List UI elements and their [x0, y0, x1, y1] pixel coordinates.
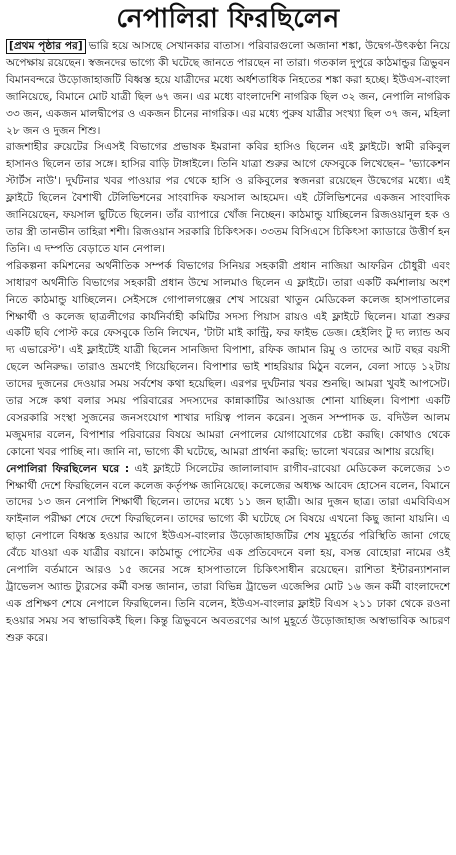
paragraph-3: পরিকল্পনা কমিশনের অর্থনীতিক সম্পর্ক বিভাগের সিনিয়র সহকারী প্রধান নাজিয়া আফরিন চৌধুরী এবং সাধারণ অর্থনীতি বিভাগের সহকারী প্রধান উম্মে সালমাও ছিলেন এ ফ্লাইটে। তারা একটি কর্মশালায় অংশ নিতে কাঠমান্ডু যাচ্ছিলেন। সেইসঙ্গে গোপালগঞ্জের শেখ সায়েরা খাতুন মেডিকেল কলেজ হাসপাতালের শিক্ষার্থী ও কলেজ ছাত্রলীগের কার্যনির্বাহী কমিটির সদস্য পিয়াস রায়ও এই ফ্লাইটে ছিলেন। যাত্রা শুরুর একটি ছবি পোস্ট করে ফেসবুকে তিনি লিখেন, 'টাটা মাই কান্ট্রি, ফর ফাইভ ডেজ। হেইলিং টু দ্য ল্যান্ড অব দ্য এভারেস্ট'। এই ফ্লাইটেই যাত্রী ছিলেন সানজিদা বিপাশা, রফিক জামান রিমু ও তাদের আট বছর বয়সী ছেলে অনিরুদ্ধ। তারাও ভ্রমণেই গিয়েছিলেন। বিপাশার ভাই শাহরিয়ার মিঠুন বলেন, বেলা সাড়ে ১২টায় তাদের দুজনের দেওয়ার সময় সর্বশেষ কথা হয়েছিল। এরপর দুর্ঘটনার খবর শুনছি। আমরা খুবই আপসেট। তার সঙ্গে কথা বলার সময় পরিবারের সদস্যদের কান্নাকাটির আওয়াজ শোনা যাচ্ছিল। বিপাশা একটি বেসরকারি সংস্থা সুজনের জনসংযোগ শাখার দায়িত্ব পালন করেন। সুজন সম্পাদক ড. বদিউল আলম মজুমদার বলেন, বিপাশার পরিবারের বিষয়ে আমরা নেপালের যোগাযোগের চেষ্টা করছি। কোথাও থেকে কোনো খবর পাচ্ছি না। জানি না, ভাগ্যে কী ঘটেছে, আমরা প্রার্থনা করছি: ভালো খবরের আশায় রয়েছি।: [6, 259, 450, 458]
subheading: নেপালিরা ফিরছিলেন ঘরে :: [6, 462, 130, 475]
headline: নেপালিরা ফিরছিলেন: [116, 4, 340, 34]
paragraph-4: [6, 461, 450, 647]
article-body: [6, 38, 450, 647]
paragraph-4-text: এই ফ্লাইটে সিলেটের জালালাবাদ রাগীব-রাবেয়া মেডিকেল কলেজের ১৩ শিক্ষার্থী দেশে ফিরছিলেন বলে কলেজ কর্তৃপক্ষ জানিয়েছে। কলেজের অধ্যক্ষ আবেদ হোসেন বলেন, বিমানে তাদের ১৩ জন নেপালি শিক্ষার্থী ছিলেন। তাদের মধ্যে ১১ জন ছাত্রী। আর দুজন ছাত্র। তারা এমবিবিএস ফাইনাল পরীক্ষা শেষে দেশে ফিরছিলেন। তাদের ভাগ্যে কী ঘটেছে সে বিষয়ে এখনো কিছু জানা যায়নি। এ ছাড়া নেপালে বিধ্বস্ত হওয়ার আগে ইউএস-বাংলার উড়োজাহাজটির শেষ মুহূর্তের পরিস্থিতি জানা গেছে বেঁচে যাওয়া এক যাত্রীর বয়ানে। কাঠমান্ডু পোস্টের এক প্রতিবেদনে বলা হয়, বসন্ত বোহোরা নামের ওই নেপালি বর্তমানে আরও ১৫ জনের সঙ্গে হাসপাতালে চিকিৎসাধীন রয়েছেন। রাশিতা ইন্টারন্যাশনাল ট্রাভেলস অ্যান্ড ট্যুরসের কর্মী বসন্ত জানান, তারা বিভিন্ন ট্রাভেল এজেন্সির মোট ১৬ জন কর্মী বাংলাদেশে এক প্রশিক্ষণ শেষে নেপালে ফিরছিলেন। তিনি বলেন, ইউএস-বাংলার ফ্লাইট বিএস ২১১ ঢাকা থেকে রওনা হওয়ার সময় সব স্বাভাবিকই ছিল। কিন্তু ত্রিভুবনে অবতরণের আগ মুহূর্তে উড়োজাহাজ অস্বাভাবিক আচরণ শুরু করে।: [6, 462, 450, 644]
continuation-label: [প্রথম পৃষ্ঠার পর]: [6, 39, 86, 54]
paragraph-1-text: ভারি হয়ে আসছে সেখানকার বাতাস। পরিবারগুলো অজানা শঙ্কা, উদ্বেগ-উৎকণ্ঠা নিয়ে অপেক্ষায় রয়েছেন। স্বজনদের ভাগ্যে কী ঘটেছে জানতে পারছেন না তারা। গতকাল দুপুরে কাঠমান্ডুর ত্রিভুবন বিমানবন্দরে উড়োজাহাজটি বিধ্বস্ত হয়ে যাত্রীদের মধ্যে অর্ধশতাধিক নিহতের শঙ্কা করা হচ্ছে। ইউএস-বাংলা জানিয়েছে, বিমানে মোট যাত্রী ছিল ৬৭ জন। এর মধ্যে বাংলাদেশি নাগরিক ছিল ৩২ জন, নেপালি নাগরিক ৩৩ জন, একজন মালদ্বীপের ও একজন চীনের নাগরিক। এর মধ্যে পুরুষ যাত্রীর সংখ্যা ছিল ৩৭ জন, মহিলা ২৮ জন ও দুজন শিশু।: [6, 40, 450, 137]
paragraph-2: রাজশাহীর রুয়েটের সিএসই বিভাগের প্রভাষক ইমরানা কবির হাসিও ছিলেন এই ফ্লাইটে। স্বামী রকিবুল হাসানও ছিলেন তার সঙ্গে। হাসির বাড়ি টাঙ্গাইলে। তিনি যাত্রা শুরুর আগে ফেসবুকে লিখেছেন– 'ভ্যাকেশন স্টার্টস নাউ'। দুর্ঘটনার খবর পাওয়ার পর থেকে হাসি ও রকিবুলের স্বজনরা রয়েছেন উদ্বেগের মধ্যে। এই ফ্লাইটে ছিলেন বৈশাখী টেলিভিশনের সাংবাদিক ফয়সাল আহমেদ। এই টেলিভিশনের একজন সাংবাদিক জানিয়েছেন, ফয়সাল ছুটিতে ছিলেন। তাঁর ব্যাপারে খোঁজ নিচ্ছেন। কাঠমান্ডু যাচ্ছিলেন রিজওয়ানুল হক ও তার স্ত্রী তানভীন তাহিরা শশী। রিজওয়ান সরকারি চিকিৎসক। ৩৩তম বিসিএসে চিকিৎসা ক্যাডারে উত্তীর্ণ হন তিনি। এ দম্পতি বেড়াতে যান নেপাল।: [6, 141, 450, 255]
paragraph-1: [6, 38, 450, 139]
